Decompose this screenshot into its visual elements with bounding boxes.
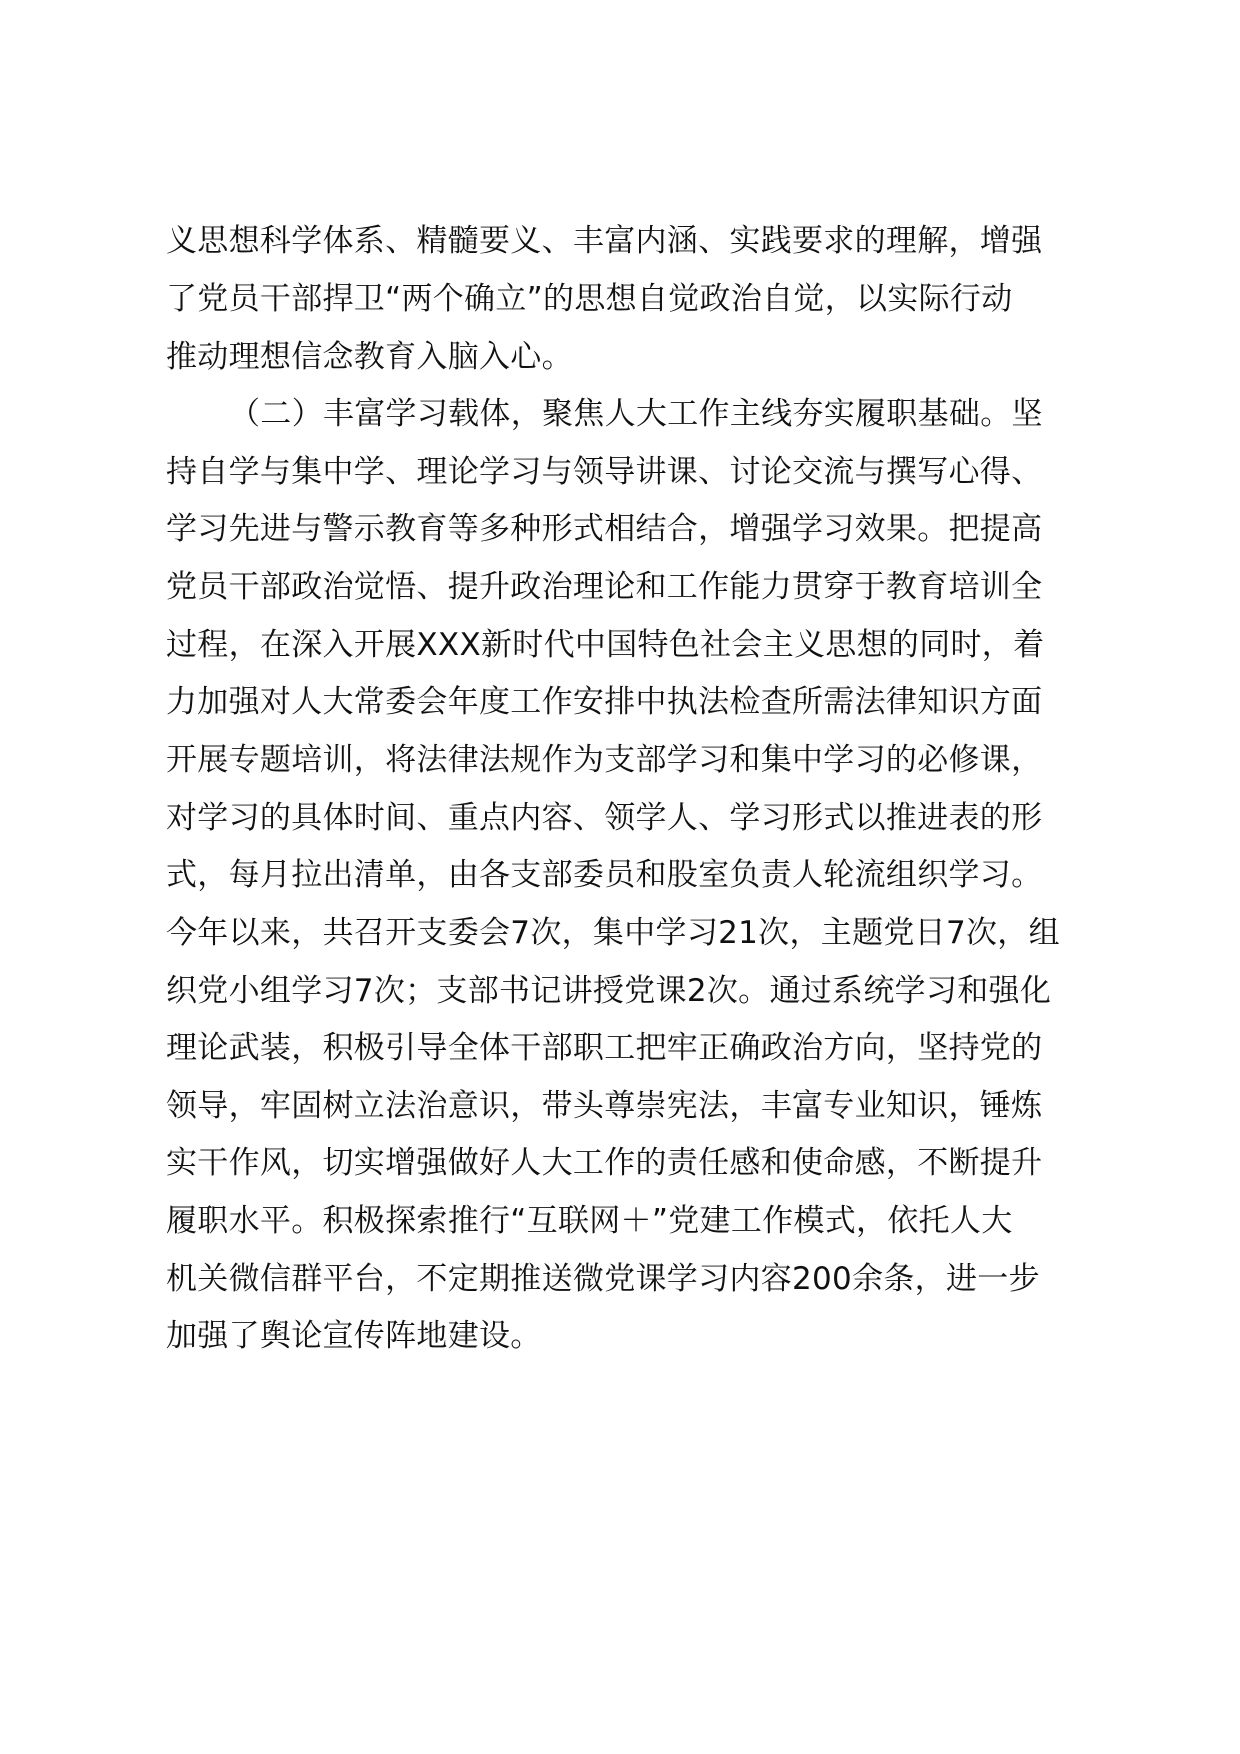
text-line-2: 了党员干部捍卫“两个确立”的思想自觉政治自觉，以实际行动 bbox=[166, 281, 1013, 317]
text-line-5: 持自学与集中学、理论学习与领导讲课、讨论交流与撰写心得、 bbox=[166, 454, 1043, 490]
text-line-6: 学习先进与警示教育等多种形式相结合，增强学习效果。把提高 bbox=[166, 511, 1043, 547]
text-line-16: 领导，牢固树立法治意识，带头尊崇宪法，丰富专业知识，锤炼 bbox=[166, 1088, 1043, 1124]
text-line-14: 织党小组学习7次；支部书记讲授党课2次。通过系统学习和强化 bbox=[166, 973, 1052, 1009]
text-line-9: 力加强对人大常委会年度工作安排中执法检查所需法律知识方面 bbox=[166, 684, 1043, 720]
text-line-13: 今年以来，共召开支委会7次，集中学习21次，主题党日7次，组 bbox=[166, 915, 1060, 951]
text-line-12: 式，每月拉出清单，由各支部委员和股室负责人轮流组织学习。 bbox=[166, 857, 1043, 893]
text-line-11: 对学习的具体时间、重点内容、领学人、学习形式以推进表的形 bbox=[166, 800, 1043, 836]
text-line-19: 机关微信群平台，不定期推送微党课学习内容200余条，进一步 bbox=[166, 1261, 1040, 1297]
text-line-1: 义思想科学体系、精髓要义、丰富内涵、实践要求的理解，增强 bbox=[166, 223, 1043, 259]
text-line-7: 党员干部政治觉悟、提升政治理论和工作能力贯穿于教育培训全 bbox=[166, 569, 1043, 605]
text-line-10: 开展专题培训，将法律法规作为支部学习和集中学习的必修课， bbox=[166, 742, 1043, 778]
text-line-15: 理论武装，积极引导全体干部职工把牢正确政治方向，坚持党的 bbox=[166, 1030, 1043, 1066]
text-line-3: 推动理想信念教育入脑入心。 bbox=[166, 339, 573, 375]
text-line-20: 加强了舆论宣传阵地建设。 bbox=[166, 1318, 542, 1354]
section-heading-line: （二）丰富学习载体，聚焦人大工作主线夯实履职基础。坚 bbox=[229, 396, 1043, 432]
text-line-18: 履职水平。积极探索推行“互联网＋”党建工作模式，依托人大 bbox=[166, 1203, 1013, 1239]
text-line-17: 实干作风，切实增强做好人大工作的责任感和使命感，不断提升 bbox=[166, 1145, 1043, 1181]
text-line-8: 过程，在深入开展XXX新时代中国特色社会主义思想的同时，着 bbox=[166, 627, 1045, 663]
